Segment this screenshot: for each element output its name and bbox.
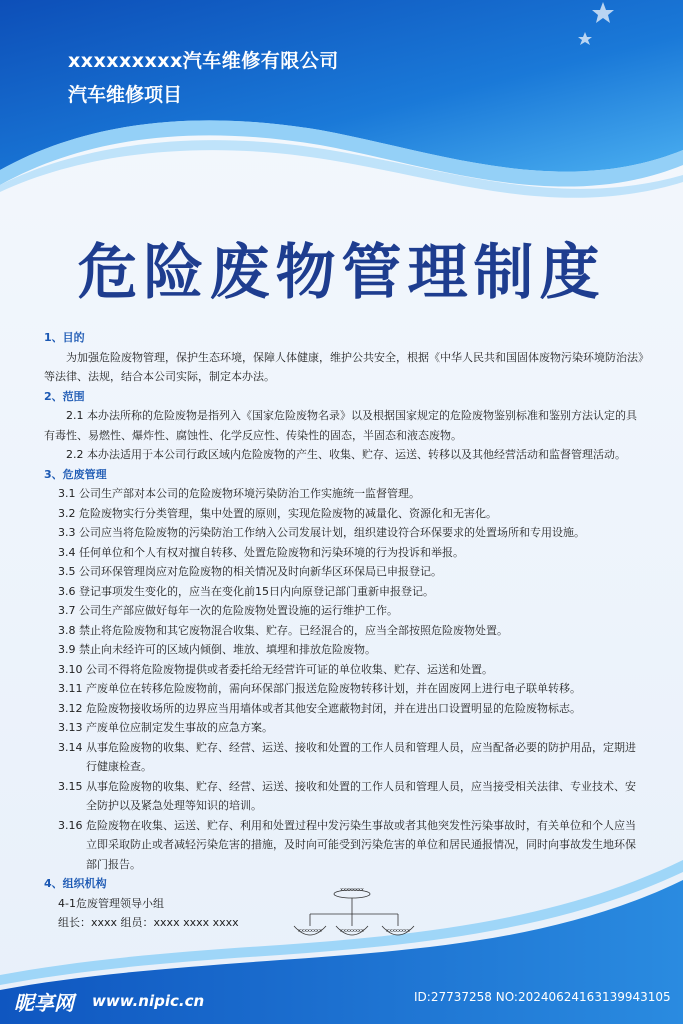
section-heading-management: 3、危废管理 xyxy=(44,467,107,481)
management-item: 3.1 公司生产部对本公司的危险废物环境污染防治工作实施统一监督管理。 xyxy=(58,487,420,500)
management-item: 3.12 危险废物接收场所的边界应当用墙体或者其他安全遮蔽物封闭，并在进出口设置明显的危险废物标志。 xyxy=(58,701,581,715)
scope-paragraph-2: 2.2 本办法适用于本公司行政区域内危险废物的产生、收集、贮存、运送、转移以及其他经营活动和监督管理活动。 xyxy=(66,448,626,461)
purpose-paragraph: 为加强危险废物管理，保护生态环境，保障人体健康，维护公共安全，根据《中华人民共和国固体废物污染环境防治法》等法律、法规，结合本公司实际，制定本办法。 xyxy=(44,350,644,383)
page-title: 危险废物管理制度 xyxy=(77,238,606,308)
org-child-label: xxxxxxxx xyxy=(340,928,364,934)
section-heading-scope: 2、范围 xyxy=(44,389,85,403)
section-heading-organization: 4、组织机构 xyxy=(44,877,107,890)
org-child-label: xxxxxxxx xyxy=(298,928,322,934)
management-item: 3.14 从事危险废物的收集、贮存、经营、运送、接收和处置的工作人员和管理人员，应当配备必要的防护用品，定期进行健康检查。 xyxy=(58,740,636,773)
management-item: 3.4 任何单位和个人有权对擅自转移、处置危险废物和污染环境的行为投诉和举报。 xyxy=(58,545,464,559)
leadership-group-title: 4-1危废管理领导小组 xyxy=(58,896,164,910)
management-item: 3.9 禁止向未经许可的区域内倾倒、堆放、填埋和排放危险废物。 xyxy=(58,643,376,656)
management-item: 3.15 从事危险废物的收集、贮存、经营、运送、接收和处置的工作人员和管理人员，应当接受相关法律、专业技术、安全防护以及紧急处理等知识的培训。 xyxy=(58,779,636,812)
management-item: 3.13 产废单位应制定发生事故的应急方案。 xyxy=(58,721,273,734)
management-item: 3.10 公司不得将危险废物提供或者委托给无经营许可证的单位收集、贮存、运送和处置。 xyxy=(58,662,493,676)
management-item: 3.2 危险废物实行分类管理，集中处置的原则，实现危险废物的减量化、资源化和无害化。 xyxy=(58,506,497,520)
watermark-logo: 昵享网 xyxy=(14,991,74,1015)
management-item: 3.7 公司生产部应做好每年一次的危险废物处置设施的运行维护工作。 xyxy=(58,604,398,617)
management-item: 3.5 公司环保管理岗应对危险废物的相关情况及时向新华区环保局已申报登记。 xyxy=(58,565,442,578)
star-icon xyxy=(575,0,615,50)
org-chart xyxy=(290,886,420,946)
management-item: 3.11 产废单位在转移危险废物前，需向环保部门报送危险废物转移计划，并在固废网上进行电子联单转移。 xyxy=(58,682,581,695)
management-item: 3.6 登记事项发生变化的，应当在变化前15日内向原登记部门重新申报登记。 xyxy=(58,584,434,598)
project-name: 汽车维修项目 xyxy=(68,84,183,106)
management-item: 3.8 禁止将危险废物和其它废物混合收集、贮存。已经混合的，应当全部按照危险废物处置。 xyxy=(58,623,508,637)
watermark-url: www.nipic.cn xyxy=(92,992,205,1010)
regulation-body xyxy=(44,328,644,933)
watermark-id: ID:27737258 NO:20240624163139943105 xyxy=(414,990,671,1004)
leadership-members: 组长：xxxx 组员：xxxx xxxx xxxx xyxy=(58,916,239,929)
scope-paragraph-1: 2.1 本办法所称的危险废物是指列入《国家危险废物名录》以及根据国家规定的危险废物鉴别标准和鉴别方法认定的具有毒性、易燃性、爆炸性、腐蚀性、化学反应性、传染性的固态，半固态和液态废物。 xyxy=(44,409,637,442)
org-child-label: xxxxxxxx xyxy=(386,928,410,934)
management-item: 3.3 公司应当将危险废物的污染防治工作纳入公司发展计划，组织建设符合环保要求的处置场所和专用设施。 xyxy=(58,526,585,539)
org-top-label: xxxxxxxx xyxy=(340,887,364,893)
section-heading-purpose: 1、目的 xyxy=(44,331,85,344)
management-item: 3.16 危险废物在收集、运送、贮存、利用和处置过程中发污染生事故或者其他突发性污染事故时，有关单位和个人应当立即采取防止或者减轻污染危害的措施，及时向可能受到污染危害的单位和居民通报情况，同时向事故发生地环保部门报告。 xyxy=(58,818,636,871)
company-name: xxxxxxxxx汽车维修有限公司 xyxy=(68,50,339,72)
